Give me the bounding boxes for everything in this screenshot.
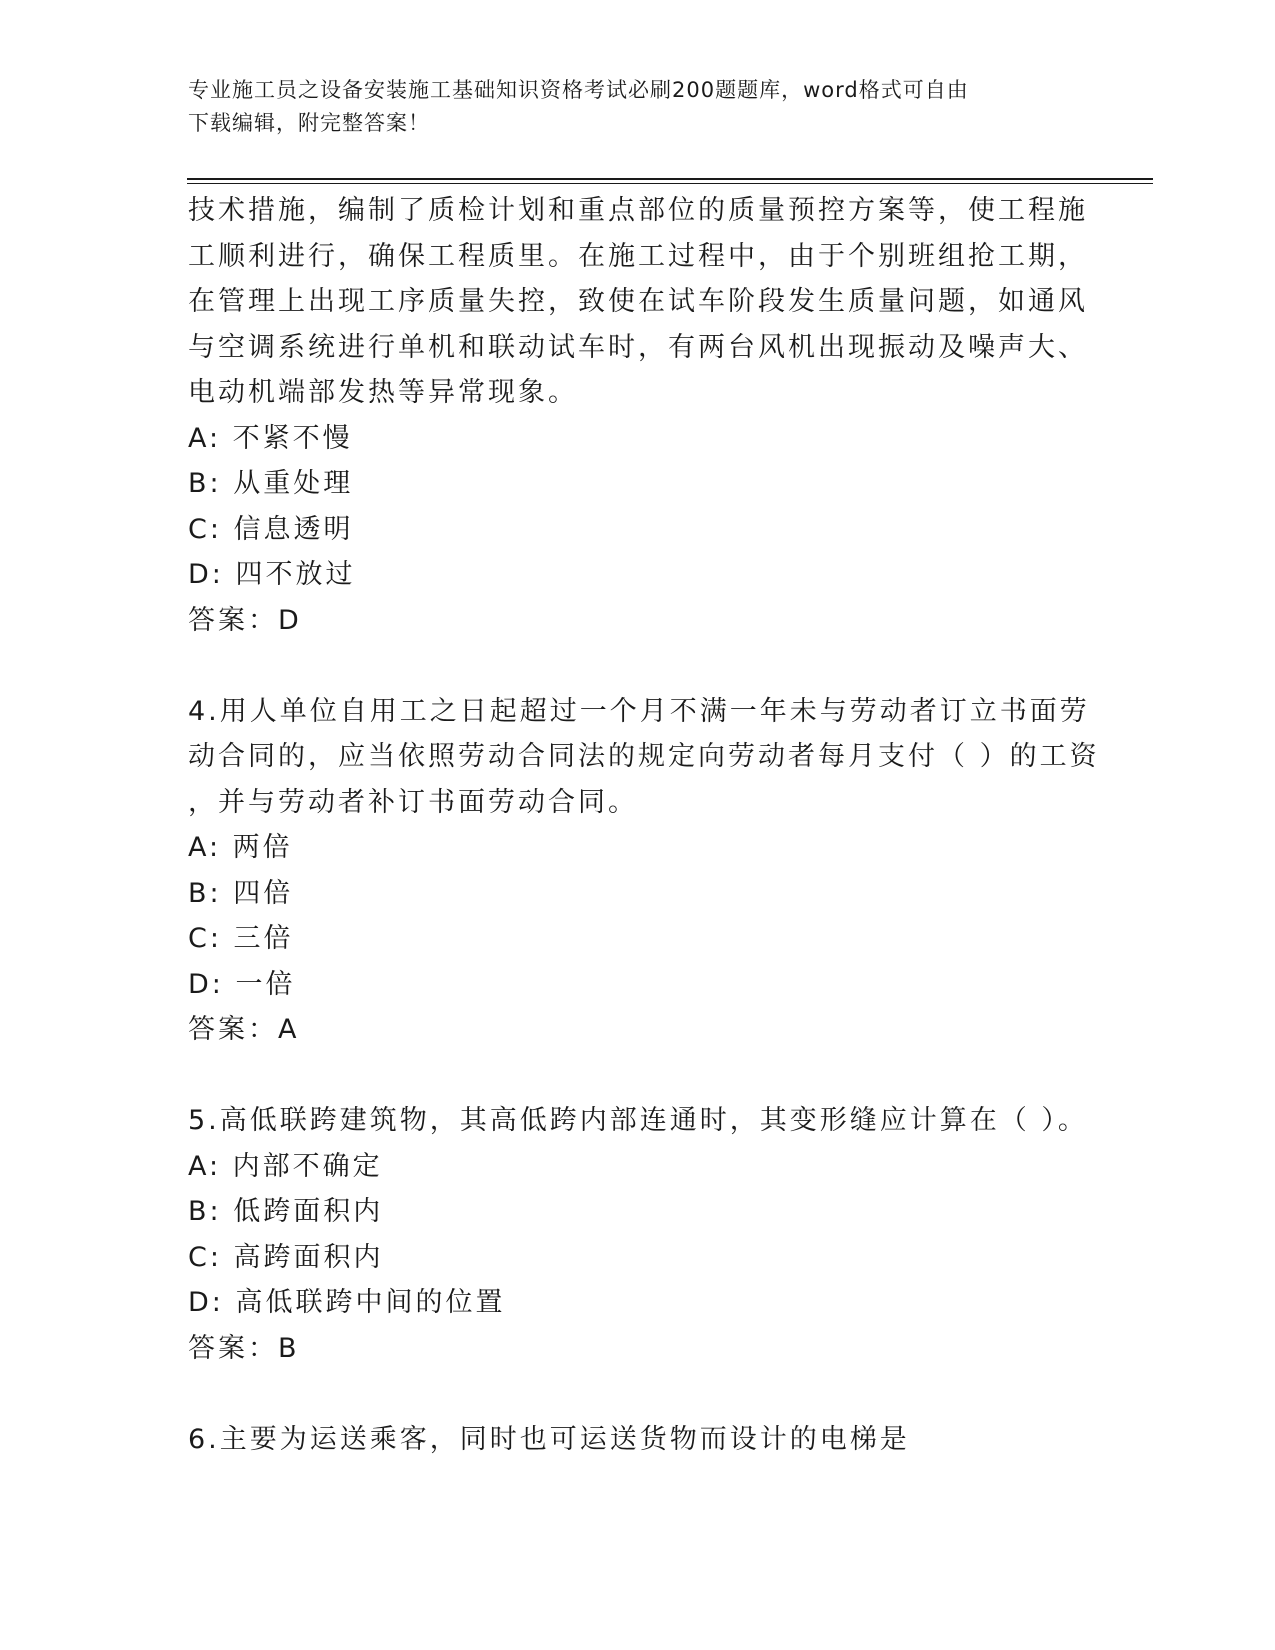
option-a: A: 两倍 — [188, 832, 293, 863]
document-header — [188, 74, 1068, 140]
question-text-line: 6.主要为运送乘客，同时也可运送货物而设计的电梯是 — [188, 1423, 910, 1455]
answer-line: 答案：D — [188, 604, 302, 636]
option-b: B: 低跨面积内 — [188, 1196, 384, 1227]
spacer — [188, 1053, 1088, 1099]
spacer — [188, 643, 1088, 689]
option-d: D: 高低联跨中间的位置 — [188, 1287, 506, 1318]
header-line-1: 专业施工员之设备安装施工基础知识资格考试必刷200题题库，word格式可自由 — [188, 78, 969, 102]
question-text-line: 技术措施，编制了质检计划和重点部位的质量预控方案等，使工程施 — [188, 195, 1088, 226]
option-b: B: 从重处理 — [188, 468, 354, 499]
answer-line: 答案：A — [188, 1014, 300, 1045]
option-d: D: 一倍 — [188, 968, 296, 1000]
question-text-line: 在管理上出现工序质量失控，致使在试车阶段发生质量问题，如通风 — [188, 286, 1088, 317]
question-3 — [188, 188, 1088, 643]
option-b: B: 四倍 — [188, 877, 294, 909]
header-rule-thick — [187, 178, 1153, 180]
spacer — [188, 1371, 1088, 1417]
answer-line: 答案：B — [188, 1332, 300, 1364]
question-text-line: 工顺利进行，确保工程质里。在施工过程中，由于个别班组抢工期， — [188, 240, 1088, 272]
question-text-line: 4.用人单位自用工之日起超过一个月不满一年未与劳动者订立书面劳 — [188, 695, 1090, 727]
question-text-line: 电动机端部发热等异常现象。 — [188, 377, 578, 408]
question-text-line: 动合同的，应当依照劳动合同法的规定向劳动者每月支付（ ）的工资 — [188, 741, 1100, 772]
question-6 — [188, 1417, 1088, 1463]
question-4 — [188, 689, 1100, 1053]
option-c: C: 高跨面积内 — [188, 1241, 384, 1273]
header-line-2: 下载编辑，附完整答案！ — [188, 111, 430, 135]
question-text-line: 5.高低联跨建筑物，其高低跨内部连通时，其变形缝应计算在（ ）。 — [188, 1105, 1088, 1136]
question-text-line: 与空调系统进行单机和联动试车时，有两台风机出现振动及噪声大、 — [188, 331, 1088, 363]
option-a: A: 不紧不慢 — [188, 422, 353, 454]
header-rule-thin — [187, 183, 1153, 184]
option-a: A: 内部不确定 — [188, 1150, 383, 1182]
option-d: D: 四不放过 — [188, 559, 356, 590]
option-c: C: 信息透明 — [188, 513, 354, 545]
question-text-line: ，并与劳动者补订书面劳动合同。 — [188, 786, 638, 818]
question-5 — [188, 1098, 1088, 1371]
option-c: C: 三倍 — [188, 923, 294, 954]
document-body — [188, 188, 1100, 1462]
